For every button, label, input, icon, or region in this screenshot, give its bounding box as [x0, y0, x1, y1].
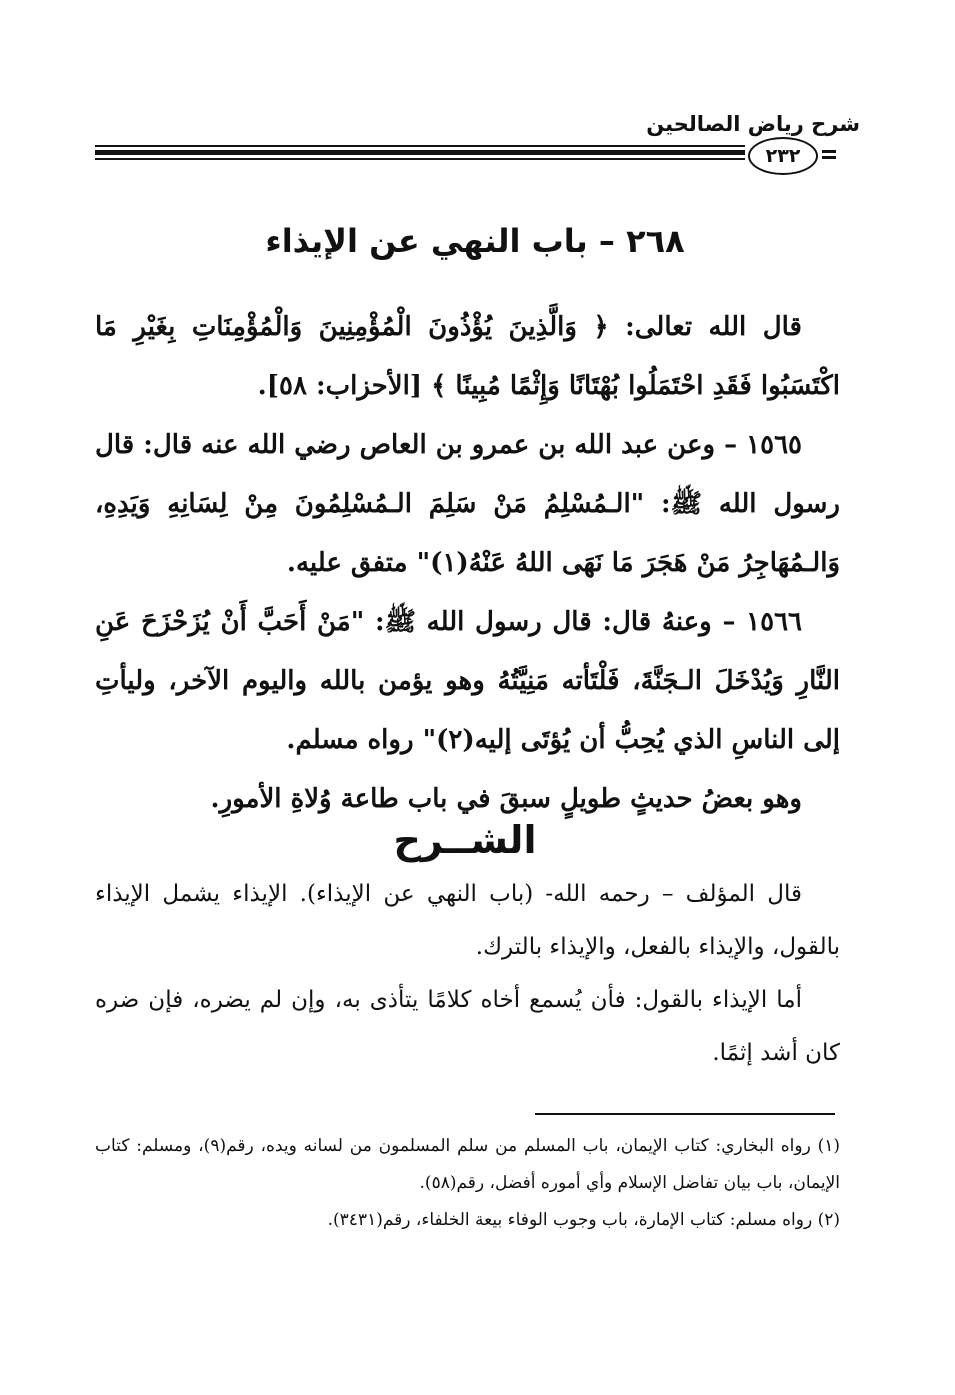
commentary-paragraph: قال المؤلف – رحمه الله- (باب النهي عن الإيذاء). الإيذاء يشمل الإيذاء بالقول، والإيذاء بالفعل، والإيذاء بالترك. — [95, 881, 840, 960]
hadith-1565: ١٥٦٥ – وعن عبد الله بن عمرو بن العاص رضي الله عنه قال: قال رسول الله ﷺ: "الـمُسْلِمُ مَنْ سَلِمَ الـمُسْلِمُونَ مِنْ لِسَانِهِ وَيَدِهِ، وَالـمُهَاجِرُ مَنْ هَجَرَ مَا نَهَى اللهُ عَنْهُ(١)" متفق عليه. — [94, 430, 840, 578]
hadith-1566: ١٥٦٦ – وعنهُ قال: قال رسول الله ﷺ: "مَنْ أَحَبَّ أَنْ يُزَحْزَحَ عَنِ النَّارِ وَيُدْخَلَ الـجَنَّةَ، فَلْتَأته مَنِيَّتُهُ وهو يؤمن بالله واليوم الآخر، وليأتِ إلى الناسِ الذي يُحِبُّ أن يُؤتَى إليه(٢)" رواه مسلم. — [95, 607, 840, 755]
hadith-note: وهو بعضُ حديثٍ طويلٍ سبقَ في باب طاعة وُلاةِ الأمورِ. — [210, 784, 802, 814]
footnotes — [95, 1128, 840, 1239]
chapter-title: ٢٦٨ – باب النهي عن الإيذاء — [265, 222, 685, 260]
quran-verse: قال الله تعالى: ﴿ وَالَّذِينَ يُؤْذُونَ الْمُؤْمِنِينَ وَالْمُؤْمِنَاتِ بِغَيْرِ مَا اكْتَسَبُوا فَقَدِ احْتَمَلُوا بُهْتَانًا وَإِثْمًا مُبِينًا ﴾ [الأحزاب: ٥٨]. — [95, 312, 840, 401]
footnote-2: (٢) رواه مسلم: كتاب الإمارة، باب وجوب الوفاء بيعة الخلفاء، رقم(٣٤٣١). — [327, 1210, 840, 1230]
footnote-separator — [535, 1113, 835, 1115]
commentary-paragraph: أما الإيذاء بالقول: فأن يُسمع أخاه كلامًا يتأذى به، وإن لم يضره، فإن ضره كان أشد إثمًا. — [95, 987, 840, 1066]
header-rule-top — [95, 145, 745, 147]
running-header-title: شرح رياض الصالحين — [646, 112, 860, 136]
page-number-ornament — [822, 150, 836, 162]
commentary-body — [95, 868, 840, 1080]
header-rule-bottom — [95, 158, 745, 160]
commentary-title: الشــرح — [393, 818, 537, 862]
hadith-section — [95, 298, 840, 829]
footnote-1: (١) رواه البخاري: كتاب الإيمان، باب المسلم من سلم المسلمون من لسانه ويده، رقم(٩)، ومسلم: كتاب الإيمان، باب بيان تفاضل الإسلام وأي أموره أفضل، رقم(٥٨). — [95, 1136, 841, 1193]
page-number: ٢٣٢ — [748, 137, 818, 175]
header-rule-thick — [95, 150, 745, 155]
